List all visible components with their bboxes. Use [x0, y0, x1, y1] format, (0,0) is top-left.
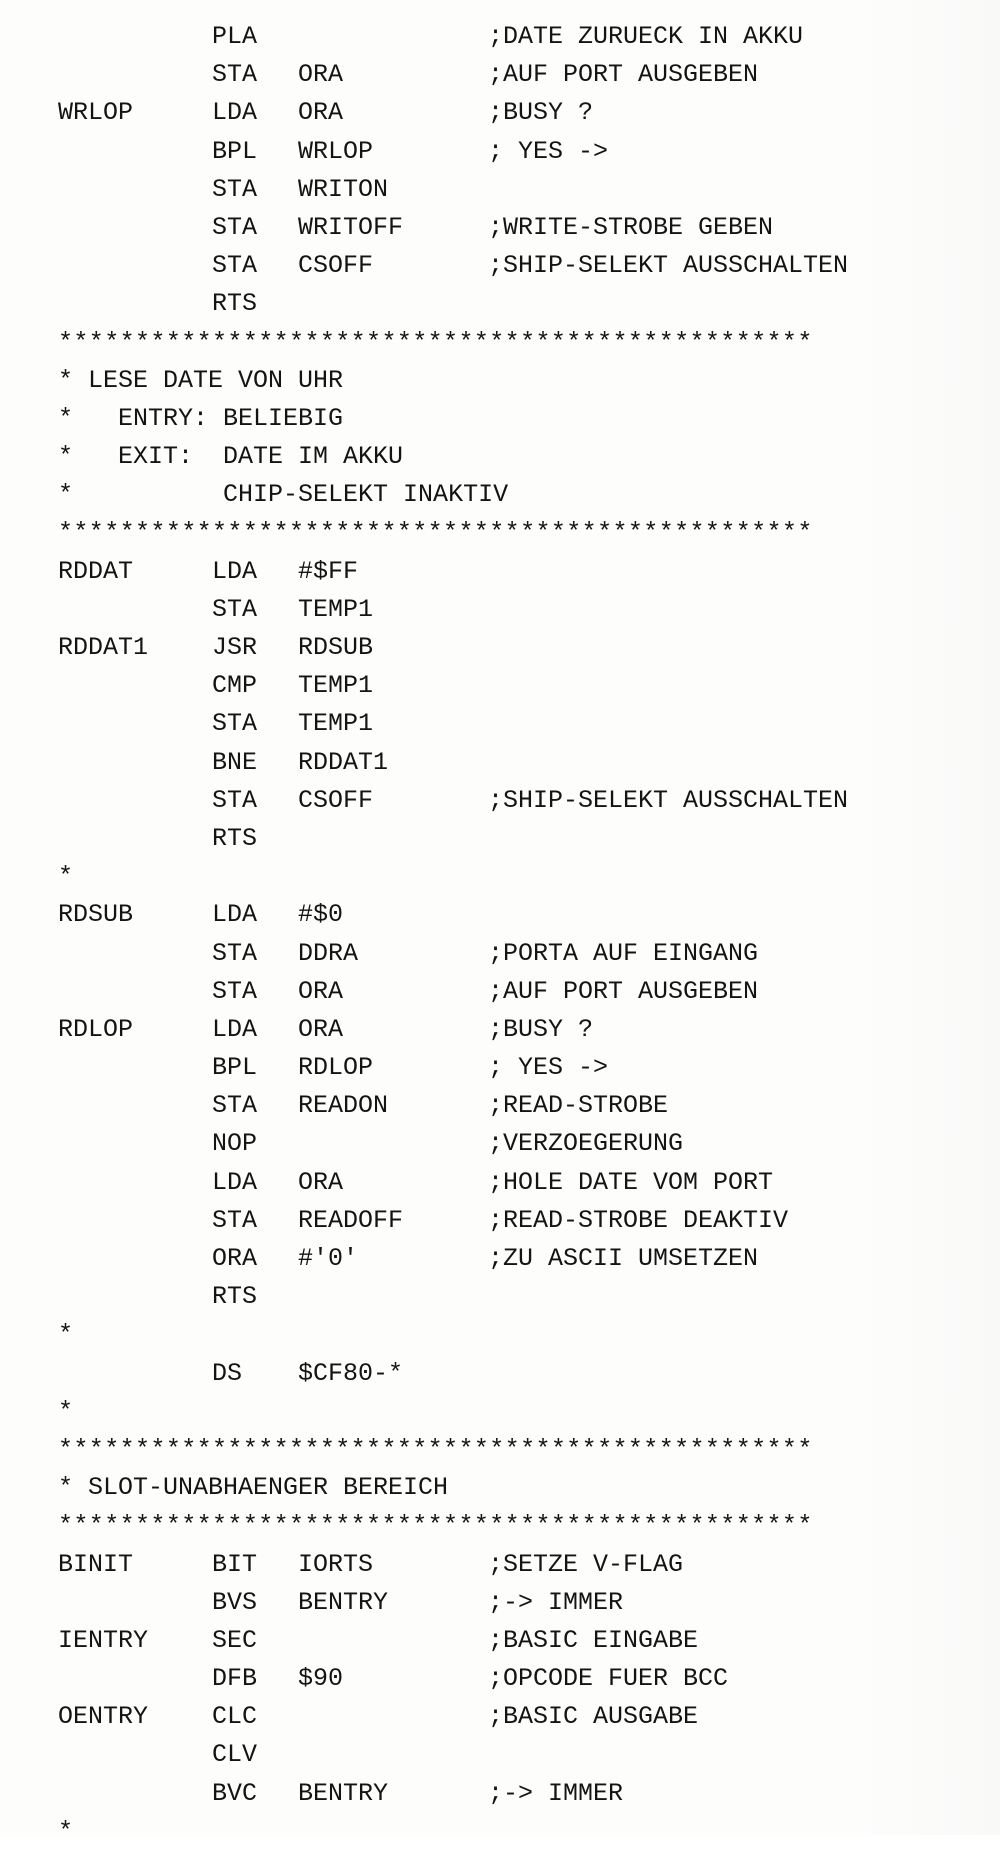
operand-field: WRITOFF [298, 212, 404, 242]
comment-text: * SLOT-UNABHAENGER BEREICH [58, 1473, 449, 1503]
opcode-field: RTS [212, 1282, 258, 1312]
opcode-field: NOP [212, 1129, 258, 1159]
code-line [0, 553, 1000, 591]
code-line [0, 744, 1000, 782]
opcode-field: CMP [212, 671, 258, 701]
label-field: BINIT [58, 1549, 134, 1579]
code-line [0, 247, 1000, 285]
comment-line [0, 400, 1000, 438]
code-line [0, 1736, 1000, 1774]
comment-text: * ENTRY: BELIEBIG [58, 403, 344, 433]
opcode-field: RTS [212, 289, 258, 319]
label-field: WRLOP [58, 98, 134, 128]
comment-line [0, 858, 1000, 896]
comment-field: ;AUF PORT AUSGEBEN [488, 60, 759, 90]
label-field: OENTRY [58, 1702, 149, 1732]
code-line [0, 1698, 1000, 1736]
opcode-field: BIT [212, 1549, 258, 1579]
operand-field: TEMP1 [298, 671, 374, 701]
label-field: RDLOP [58, 1014, 134, 1044]
opcode-field: DS [212, 1358, 243, 1388]
opcode-field: BVC [212, 1778, 258, 1808]
operand-field: READON [298, 1091, 389, 1121]
code-line [0, 591, 1000, 629]
opcode-field: BVS [212, 1587, 258, 1617]
operand-field: RDDAT1 [298, 747, 389, 777]
opcode-field: STA [212, 709, 258, 739]
opcode-field: LDA [212, 1014, 258, 1044]
operand-field: ORA [298, 1167, 344, 1197]
opcode-field: STA [212, 1205, 258, 1235]
comment-field: ;OPCODE FUER BCC [488, 1664, 729, 1694]
opcode-field: RTS [212, 823, 258, 853]
comment-line [0, 476, 1000, 514]
comment-line [0, 1813, 1000, 1851]
opcode-field: LDA [212, 556, 258, 586]
code-line [0, 285, 1000, 323]
comment-field: ;BUSY ? [488, 98, 594, 128]
opcode-field: CLC [212, 1702, 258, 1732]
opcode-field: STA [212, 174, 258, 204]
operand-field: TEMP1 [298, 594, 374, 624]
code-line [0, 171, 1000, 209]
operand-field: BENTRY [298, 1587, 389, 1617]
comment-text: * [58, 862, 74, 892]
opcode-field: BNE [212, 747, 258, 777]
comment-line [0, 1393, 1000, 1431]
comment-field: ;HOLE DATE VOM PORT [488, 1167, 774, 1197]
code-line [0, 1087, 1000, 1125]
opcode-field: JSR [212, 633, 258, 662]
comment-field: ;-> IMMER [488, 1778, 624, 1808]
operand-field: RDLOP [298, 1053, 374, 1083]
comment-field: ;ZU ASCII UMSETZEN [488, 1244, 759, 1273]
code-line [0, 935, 1000, 973]
comment-text: * CHIP-SELEKT INAKTIV [58, 480, 509, 510]
operand-field: TEMP1 [298, 709, 374, 739]
operand-field: ORA [298, 60, 344, 90]
opcode-field: LDA [212, 98, 258, 128]
label-field: IENTRY [58, 1625, 149, 1655]
comment-field: ;SETZE V-FLAG [488, 1549, 684, 1579]
operand-field: CSOFF [298, 251, 374, 281]
operand-field: WRITON [298, 174, 389, 204]
label-field: RDSUB [58, 900, 134, 930]
opcode-field: BPL [212, 136, 258, 166]
code-line [0, 18, 1000, 56]
code-line [0, 1355, 1000, 1393]
separator-text: ************************************************* [58, 518, 813, 548]
code-line [0, 820, 1000, 858]
opcode-field: DFB [212, 1664, 258, 1694]
code-line [0, 1546, 1000, 1584]
code-line [0, 133, 1000, 171]
opcode-field: STA [212, 976, 258, 1006]
comment-line [0, 438, 1000, 476]
separator-text: ************************************************* [58, 1511, 813, 1541]
code-line [0, 667, 1000, 705]
opcode-field: LDA [212, 1167, 258, 1197]
comment-field: ;PORTA AUF EINGANG [488, 938, 759, 968]
opcode-field: ORA [212, 1244, 258, 1273]
comment-line [0, 1316, 1000, 1354]
separator-text: ************************************************* [58, 327, 813, 357]
code-line [0, 1049, 1000, 1087]
operand-field: $90 [298, 1664, 344, 1694]
code-line [0, 1775, 1000, 1813]
opcode-field: STA [212, 1091, 258, 1121]
code-line [0, 1584, 1000, 1622]
code-line [0, 1660, 1000, 1698]
assembly-listing [0, 18, 1000, 1851]
opcode-field: SEC [212, 1625, 258, 1655]
operand-field: ORA [298, 1014, 344, 1044]
operand-field: READOFF [298, 1205, 404, 1235]
operand-field: #$0 [298, 900, 344, 930]
comment-field: ; YES -> [488, 136, 609, 166]
comment-field: ;BASIC EINGABE [488, 1625, 699, 1655]
operand-field: ORA [298, 976, 344, 1006]
comment-text: * [58, 1816, 74, 1846]
opcode-field: BPL [212, 1053, 258, 1083]
code-line [0, 1011, 1000, 1049]
code-line [0, 1202, 1000, 1240]
comment-field: ;-> IMMER [488, 1587, 624, 1617]
code-line [0, 56, 1000, 94]
comment-field: ;AUF PORT AUSGEBEN [488, 976, 759, 1006]
code-line [0, 629, 1000, 667]
opcode-field: STA [212, 785, 258, 815]
separator-line [0, 514, 1000, 552]
separator-line [0, 324, 1000, 362]
operand-field: IORTS [298, 1549, 374, 1579]
opcode-field: STA [212, 212, 258, 242]
operand-field: #'0' [298, 1244, 359, 1273]
comment-field: ;WRITE-STROBE GEBEN [488, 212, 774, 242]
comment-text: * EXIT: DATE IM AKKU [58, 442, 404, 472]
operand-field: $CF80-* [298, 1358, 404, 1388]
comment-field: ;READ-STROBE DEAKTIV [488, 1205, 789, 1235]
code-line [0, 705, 1000, 743]
code-line [0, 782, 1000, 820]
operand-field: #$FF [298, 556, 359, 586]
comment-line [0, 362, 1000, 400]
opcode-field: STA [212, 251, 258, 281]
comment-text: * [58, 1320, 74, 1350]
comment-field: ;SHIP-SELEKT AUSSCHALTEN [488, 785, 849, 815]
operand-field: DDRA [298, 938, 359, 968]
operand-field: BENTRY [298, 1778, 389, 1808]
code-line [0, 94, 1000, 132]
comment-text: * [58, 1396, 74, 1426]
comment-field: ;DATE ZURUECK IN AKKU [488, 22, 804, 51]
comment-text: * LESE DATE VON UHR [58, 365, 344, 395]
comment-field: ; YES -> [488, 1053, 609, 1083]
separator-line [0, 1507, 1000, 1545]
operand-field: RDSUB [298, 633, 374, 662]
operand-field: ORA [298, 98, 344, 128]
code-line [0, 1125, 1000, 1163]
comment-line [0, 1469, 1000, 1507]
operand-field: CSOFF [298, 785, 374, 815]
comment-field: ;READ-STROBE [488, 1091, 669, 1121]
label-field: RDDAT [58, 556, 134, 586]
opcode-field: PLA [212, 22, 258, 51]
code-line [0, 209, 1000, 247]
comment-field: ;BUSY ? [488, 1014, 594, 1044]
code-line [0, 1278, 1000, 1316]
comment-field: ;SHIP-SELEKT AUSSCHALTEN [488, 251, 849, 281]
opcode-field: STA [212, 594, 258, 624]
code-line [0, 1164, 1000, 1202]
code-line [0, 1622, 1000, 1660]
opcode-field: CLV [212, 1740, 258, 1770]
code-line [0, 1240, 1000, 1278]
label-field: RDDAT1 [58, 633, 149, 662]
code-line [0, 896, 1000, 934]
separator-text: ************************************************* [58, 1434, 813, 1464]
opcode-field: LDA [212, 900, 258, 930]
comment-field: ;VERZOEGERUNG [488, 1129, 684, 1159]
comment-field: ;BASIC AUSGABE [488, 1702, 699, 1732]
operand-field: WRLOP [298, 136, 374, 166]
code-line [0, 973, 1000, 1011]
opcode-field: STA [212, 60, 258, 90]
opcode-field: STA [212, 938, 258, 968]
separator-line [0, 1431, 1000, 1469]
